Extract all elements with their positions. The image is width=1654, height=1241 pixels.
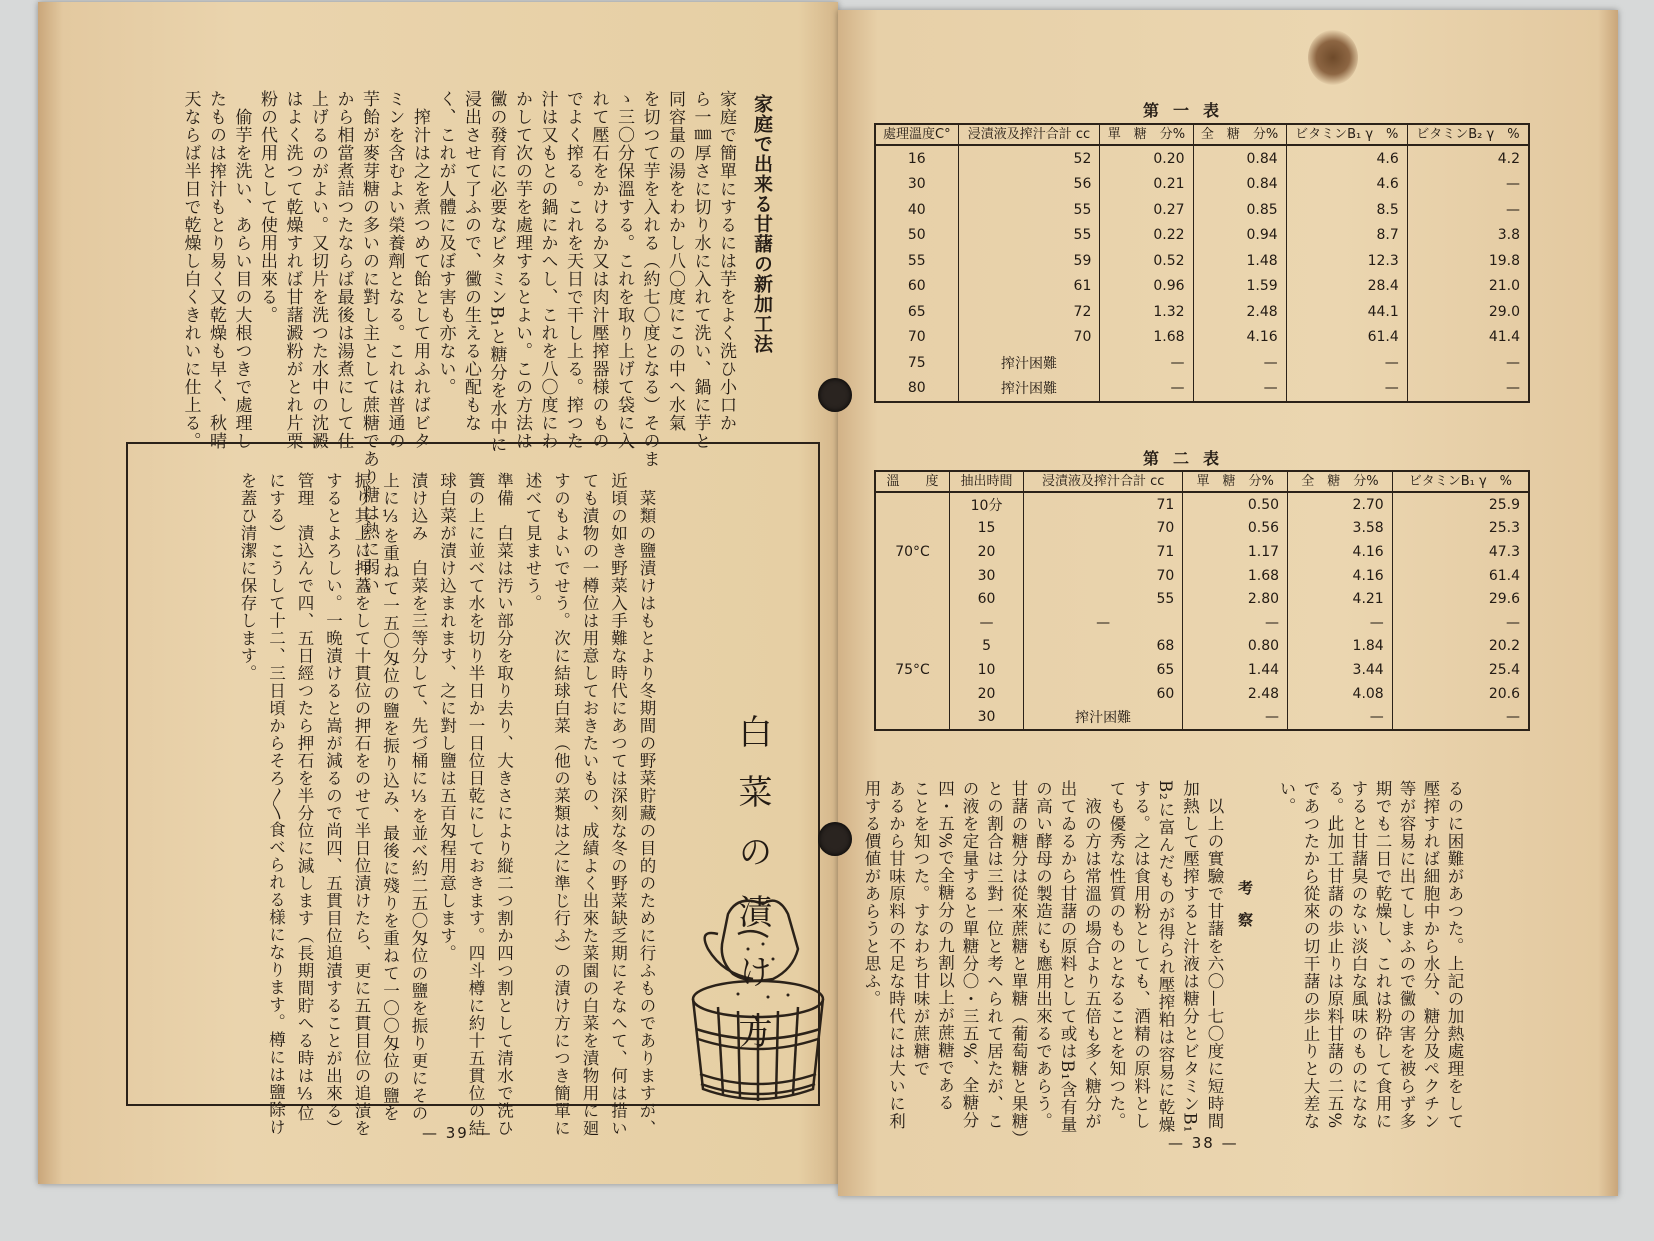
table1-cell: 80 <box>875 376 958 403</box>
text-line: 加熱して壓搾すると汁液は糖分とビタミンB₁ <box>1180 780 1200 1134</box>
table1-cell: 16 <box>875 145 958 172</box>
text-line: にする）こうして十二、三日頃からそろ〳〵食べられる様になります。樽には鹽除け <box>266 472 286 1136</box>
table2-cell: 71 <box>1024 492 1183 517</box>
table-row <box>875 248 1529 274</box>
table2-cell: 0.50 <box>1183 492 1288 517</box>
text-line: る。此加工甘藷の歩止りは原料甘藷の二五% <box>1325 780 1344 1130</box>
table1-cell: — <box>1407 350 1529 376</box>
text-line: 菜類の鹽漬けはもとより冬期間の野菜貯藏の目的のために行ふものでありますが、 <box>637 472 656 1137</box>
table-row <box>875 299 1529 325</box>
table1-cell: 75 <box>875 350 958 376</box>
table2-cell: 5 <box>950 635 1024 659</box>
table1-cell: 30 <box>875 172 958 198</box>
table2-cell: 65 <box>1024 658 1183 682</box>
table-row <box>875 197 1529 223</box>
table2-cell: 47.3 <box>1392 540 1529 564</box>
text-line: すのもよいでせう。次に結球白菜（他の菜類は之に準じ行ふ）の漬け方につき簡單に <box>551 472 571 1137</box>
text-line: するとよろしい。一晩漬けると嵩が減るので尚四、五貫目位追漬することが出來る） <box>323 472 343 1137</box>
text-line: する。之は食用粉としても、酒精の原料とし <box>1131 780 1151 1130</box>
table2-cell: 3.44 <box>1288 658 1393 682</box>
text-line: く、これが人體に及ぼす害も亦ない。 <box>435 90 456 396</box>
table2-header: 溫 度 <box>875 471 950 492</box>
table2-header: 抽出時間 <box>950 471 1024 492</box>
table1-cell: 12.3 <box>1286 248 1407 274</box>
text-line: るのに困難があつた。上記の加熱處理をして <box>1445 780 1464 1130</box>
table1-cell: 4.6 <box>1286 145 1407 172</box>
table1-cell: 搾汁困難 <box>958 350 1100 376</box>
table-row <box>875 635 1529 659</box>
article-title: 家庭で出来る甘藷の新加工法 <box>751 94 773 354</box>
text-line: ても優秀な性質のものとなることを知つた。 <box>1107 780 1126 1130</box>
table1-cell: 55 <box>875 248 958 274</box>
text-line: 粉の代用として使用出來る。 <box>257 90 277 324</box>
text-line: ことを知つた。すなわち甘味が蔗糖で <box>911 780 930 1078</box>
table1-cell: 72 <box>958 299 1100 325</box>
text-line: ゝ三〇分保溫する。これを取り上げて袋に入 <box>614 90 634 450</box>
table2-temp-cell <box>875 587 950 611</box>
table2-header: ビタミンB₁ γ % <box>1392 471 1529 492</box>
table-row <box>875 223 1529 249</box>
text-line: すると甘藷臭のない淡白な風味のものになな <box>1349 780 1368 1130</box>
table2-temp-cell: 75°C <box>875 658 950 682</box>
table-2 <box>874 470 1530 731</box>
text-line: れて壓石をかけるか又は肉汁壓搾器様のもの <box>588 90 609 450</box>
text-line: 上げるのがよい。又切片を洗つた水中の沈澱 <box>308 90 328 450</box>
table-row <box>875 517 1529 541</box>
table1-header: 全 糖 分% <box>1193 124 1286 145</box>
table2-cell: 61.4 <box>1392 564 1529 588</box>
table1-cell: 21.0 <box>1407 274 1529 300</box>
table1-cell: 0.21 <box>1100 172 1193 198</box>
table2-cell: — <box>1288 611 1393 635</box>
table2-temp-cell <box>875 682 950 706</box>
table2-cell: 20.2 <box>1392 635 1529 659</box>
table2-cell: — <box>1183 611 1288 635</box>
text-line: 黴の發育に必要なビタミンB₁と糖分を水中に <box>486 90 507 454</box>
table1-cell: 8.5 <box>1286 197 1407 223</box>
table2-cell: 4.16 <box>1288 540 1393 564</box>
table1-cell: — <box>1100 376 1193 403</box>
text-line: 以上の實驗で甘藷を六〇—七〇度に短時間 <box>1205 780 1224 1130</box>
table2-cell: 1.44 <box>1183 658 1288 682</box>
table1-cell: 4.2 <box>1407 145 1529 172</box>
table1-cell: 1.68 <box>1100 325 1193 351</box>
table1-cell: — <box>1407 376 1529 403</box>
table-row <box>875 682 1529 706</box>
table1-cell: — <box>1407 172 1529 198</box>
table2-temp-cell <box>875 564 950 588</box>
table2-temp-cell <box>875 517 950 541</box>
text-line: 汁は又もとの鍋にかへし、これを八〇度にわ <box>537 90 558 450</box>
text-line: 上に⅓を重ねて一五〇匁位の鹽を振り込み、最後に殘りを重ねて一〇〇匁位の鹽を <box>380 472 400 1122</box>
table1-cell: 0.94 <box>1193 223 1286 249</box>
table1-cell: 4.16 <box>1193 325 1286 351</box>
table1-cell: 41.4 <box>1407 325 1529 351</box>
table2-header: 全 糖 分% <box>1288 471 1393 492</box>
text-line: 偷芋を洗い、あらい目の大根つきで處理し <box>231 90 252 450</box>
text-line: ミンを含むよい榮養劑となる。これは普通の <box>384 90 405 450</box>
table1-cell: 0.27 <box>1100 197 1193 223</box>
table2-temp-cell <box>875 705 950 730</box>
table2-cell: 1.17 <box>1183 540 1288 564</box>
stain-mark <box>1308 30 1358 85</box>
table1-cell: — <box>1193 376 1286 403</box>
table2-cell: 4.21 <box>1288 587 1393 611</box>
text-line: い。 <box>1277 780 1296 815</box>
table2-cell: 0.56 <box>1183 517 1288 541</box>
table1-cell: 0.84 <box>1193 145 1286 172</box>
table2-cell: 60 <box>1024 682 1183 706</box>
table1-cell: 40 <box>875 197 958 223</box>
table1-cell: 0.20 <box>1100 145 1193 172</box>
text-line: 管理 漬込んで四、五日經つたら押石を半分位に減します（長期間貯へる時は⅓位 <box>295 472 314 1122</box>
binding-hole-bottom <box>818 822 852 856</box>
kosatsu-heading: 考 察 <box>1236 880 1254 928</box>
text-line: 家庭で簡單にするには芋をよく洗ひ小口か <box>716 90 736 432</box>
text-line: 簀の上に並べて水を切り半日か一日位日乾にしておきます。四斗樽に約十五貫位の結 <box>466 472 485 1137</box>
table2-cell: — <box>1392 705 1529 730</box>
table2-cell: 4.16 <box>1288 564 1393 588</box>
table2-cell: 68 <box>1024 635 1183 659</box>
table1-cell: 28.4 <box>1286 274 1407 300</box>
table2-cell: 1.68 <box>1183 564 1288 588</box>
text-line: 甘藷の糖分は從來蔗糖と單糖（葡萄糖と果糖） <box>1009 780 1028 1148</box>
text-line: 球白菜が漬け込まれます、之に對し鹽は五百匁程用意します。 <box>437 472 457 962</box>
table1-cell: 2.48 <box>1193 299 1286 325</box>
table1-cell: 59 <box>958 248 1100 274</box>
hakusai-title: 白菜の漬け方 <box>732 714 772 1074</box>
table1-header: ビタミンB₁ γ % <box>1286 124 1407 145</box>
table2-cell: 25.4 <box>1392 658 1529 682</box>
table1-cell: — <box>1193 350 1286 376</box>
table1-cell: 19.8 <box>1407 248 1529 274</box>
table2-cell: 60 <box>950 587 1024 611</box>
table-row <box>875 492 1529 517</box>
table-row <box>875 658 1529 682</box>
page-number-left: — 39 — <box>422 1124 493 1142</box>
table-row <box>875 172 1529 198</box>
text-line: 漬け込み 白菜を三等分して、先づ桶に⅓を並べ約二五〇匁位の鹽を振り更にその <box>409 472 428 1122</box>
text-line: ても漬物の一樽位は用意しておきたいもの、成績よく出來た菜園の白菜を漬物用に廻 <box>580 472 599 1137</box>
table2-cell: — <box>1392 611 1529 635</box>
table2-cell: — <box>1288 705 1393 730</box>
table1-cell: 0.52 <box>1100 248 1193 274</box>
table1-header: 浸漬液及搾汁合計 cc <box>958 124 1100 145</box>
text-line: の高い酵母の製造にも應用出來るであらう。 <box>1033 780 1053 1130</box>
table2-cell: 70 <box>1024 564 1183 588</box>
table2-header: 單 糖 分% <box>1183 471 1288 492</box>
table2-cell: 3.58 <box>1288 517 1393 541</box>
table-row <box>875 705 1529 730</box>
table1-cell: 4.6 <box>1286 172 1407 198</box>
table-row <box>875 564 1529 588</box>
text-line: はよく洗つて乾燥すれば甘藷澱粉がとれ片栗 <box>282 90 303 450</box>
table-row <box>875 274 1529 300</box>
table2-cell: — <box>1183 705 1288 730</box>
table2-cell: 29.6 <box>1392 587 1529 611</box>
table2-temp-cell: 70°C <box>875 540 950 564</box>
table2-cell: 70 <box>1024 517 1183 541</box>
table1-cell: 60 <box>875 274 958 300</box>
table1-cell: 50 <box>875 223 958 249</box>
table1-cell: 0.96 <box>1100 274 1193 300</box>
text-line: との割合は三對一位と考へられて居たが、こ <box>984 780 1004 1130</box>
table2-cell: 2.48 <box>1183 682 1288 706</box>
table2-cell: 4.08 <box>1288 682 1393 706</box>
table1-cell: 52 <box>958 145 1100 172</box>
table2-cell: 1.84 <box>1288 635 1393 659</box>
table1-cell: — <box>1100 350 1193 376</box>
text-line: 四・五%で全糖分の九割以上が蔗糖である <box>935 780 955 1112</box>
table1-header: 處理溫度C° <box>875 124 958 145</box>
text-line: B₂に富んだものが得られ壓搾粕は容易に乾燥 <box>1156 780 1175 1134</box>
table1-cell: 搾汁困難 <box>958 376 1100 403</box>
table1-cell: 1.48 <box>1193 248 1286 274</box>
results-text <box>1274 780 1466 1130</box>
table1-header: 單 糖 分% <box>1100 124 1193 145</box>
text-line: あるから甘味原料の不足な時代には大いに利 <box>886 780 906 1130</box>
table-row <box>875 350 1529 376</box>
table2-cell: 20 <box>950 540 1024 564</box>
table1-cell: — <box>1407 197 1529 223</box>
text-line: 等が容易に出てしまふので黴の害を被らず多 <box>1397 780 1416 1130</box>
table-row <box>875 325 1529 351</box>
table1-cell: 61.4 <box>1286 325 1407 351</box>
table1-cell: — <box>1286 376 1407 403</box>
text-line: 芋飴が麥芽糖の多いのに對し主として蔗糖であり糖は熱に弱い <box>359 90 379 594</box>
table1-cell: 3.8 <box>1407 223 1529 249</box>
text-line: の液を定量すると單糖分〇・三五%、全糖分 <box>960 780 979 1130</box>
text-line: 期でも二日で乾燥し、これは粉砕して食用に <box>1373 780 1392 1130</box>
table1-cell: 44.1 <box>1286 299 1407 325</box>
table2-cell: 搾汁困難 <box>1024 705 1183 730</box>
table1-cell: 1.59 <box>1193 274 1286 300</box>
table2-cell: 30 <box>950 564 1024 588</box>
table1-cell: 55 <box>958 197 1100 223</box>
table1-cell: 70 <box>875 325 958 351</box>
table-1 <box>874 123 1530 403</box>
table2-cell: 71 <box>1024 540 1183 564</box>
table2-temp-cell <box>875 492 950 517</box>
table2-header: 浸漬液及搾汁合計 cc <box>1024 471 1183 492</box>
table2-cell: 30 <box>950 705 1024 730</box>
text-line: 液の方は常溫の場合より五倍も多く糖分が <box>1082 780 1102 1130</box>
text-line: から相當煮詰つたならば最後は湯煮にして仕 <box>333 90 354 450</box>
table2-cell: — <box>950 611 1024 635</box>
text-line: でよく搾る。これを天日で干し上る。搾つた <box>563 90 583 450</box>
table1-cell: 29.0 <box>1407 299 1529 325</box>
text-line: 近頃の如き野菜入手難な時代にあつては深刻な冬の野菜缺乏期にそなへて、何は措い <box>608 472 628 1137</box>
text-line: を切つて芋を入れる（約七〇度となる）そのま <box>639 90 660 468</box>
text-line: 壓搾すれば細胞中から水分、糖分及ペクチン <box>1421 780 1440 1130</box>
text-line: 準備 白菜は汚い部分を取り去り、大きさにより縦二つ割か四つ割として清水で洗ひ <box>494 472 514 1137</box>
table-row <box>875 145 1529 172</box>
table-row <box>875 540 1529 564</box>
table1-cell: 1.32 <box>1100 299 1193 325</box>
table-row <box>875 587 1529 611</box>
table2-temp-cell <box>875 611 950 635</box>
text-line: かして次の芋を處理するとよい。この方法は <box>512 90 532 450</box>
binding-hole-top <box>818 378 852 412</box>
table1-cell: — <box>1286 350 1407 376</box>
text-line: を蓋ひ清潔に保存します。 <box>238 472 257 682</box>
text-line: 出てゐるから甘藷の原料として或はB₁含有量 <box>1058 780 1077 1134</box>
table1-cell: 65 <box>875 299 958 325</box>
table2-cell: 20.6 <box>1392 682 1529 706</box>
text-line: 搾汁は之を煮つめて飴として用ふればビタ <box>410 90 430 450</box>
table1-cell: 70 <box>958 325 1100 351</box>
table2-cell: 10 <box>950 658 1024 682</box>
right-page <box>838 10 1618 1196</box>
table2-cell: 2.80 <box>1183 587 1288 611</box>
table2-cell: 25.9 <box>1392 492 1529 517</box>
table2-cell: 0.80 <box>1183 635 1288 659</box>
table1-cell: 0.22 <box>1100 223 1193 249</box>
page-number-right: — 38 — <box>1168 1134 1239 1152</box>
table1-cell: 55 <box>958 223 1100 249</box>
table-row <box>875 611 1529 635</box>
text-line: 同容量の湯をわかし八〇度にこの中へ水氣 <box>665 90 685 432</box>
table2-title: 第二表 <box>1143 449 1234 468</box>
table1-cell: 0.85 <box>1193 197 1286 223</box>
text-line: 用する價値があらうと思ふ。 <box>862 780 881 1008</box>
table1-cell: 8.7 <box>1286 223 1407 249</box>
text-line: ら一㎜厚さに切り水に入れて洗い、鍋に芋と <box>690 90 711 450</box>
table1-cell: 0.84 <box>1193 172 1286 198</box>
left-page <box>38 2 838 1184</box>
table2-cell: 25.3 <box>1392 517 1529 541</box>
table-row <box>875 376 1529 403</box>
text-line: 浸出させて了ふので、黴の生える心配もな <box>461 90 481 432</box>
table1-title: 第一表 <box>1143 101 1234 120</box>
text-line: 述べて見ませう。 <box>523 472 542 612</box>
table2-temp-cell <box>875 635 950 659</box>
table2-cell: 55 <box>1024 587 1183 611</box>
text-line: 振り其上に押蓋をして十貫位の押石をのせて半日位漬けたら、更に五貫目位の追漬を <box>352 472 371 1137</box>
text-line: 天ならば半日で乾燥し白くきれいに仕上る。 <box>180 90 201 450</box>
table2-cell: 10分 <box>950 492 1024 517</box>
table2-cell: 2.70 <box>1288 492 1393 517</box>
table2-cell: 15 <box>950 517 1024 541</box>
table2-cell: 20 <box>950 682 1024 706</box>
table1-cell: 56 <box>958 172 1100 198</box>
table1-header: ビタミンB₂ γ % <box>1407 124 1529 145</box>
text-line: であつたから從來の切干藷の歩止りと大差な <box>1301 780 1320 1130</box>
text-line: たものは搾汁もとり易く又乾燥も早く、秋晴 <box>206 90 226 450</box>
table2-cell: — <box>1024 611 1183 635</box>
table1-cell: 61 <box>958 274 1100 300</box>
